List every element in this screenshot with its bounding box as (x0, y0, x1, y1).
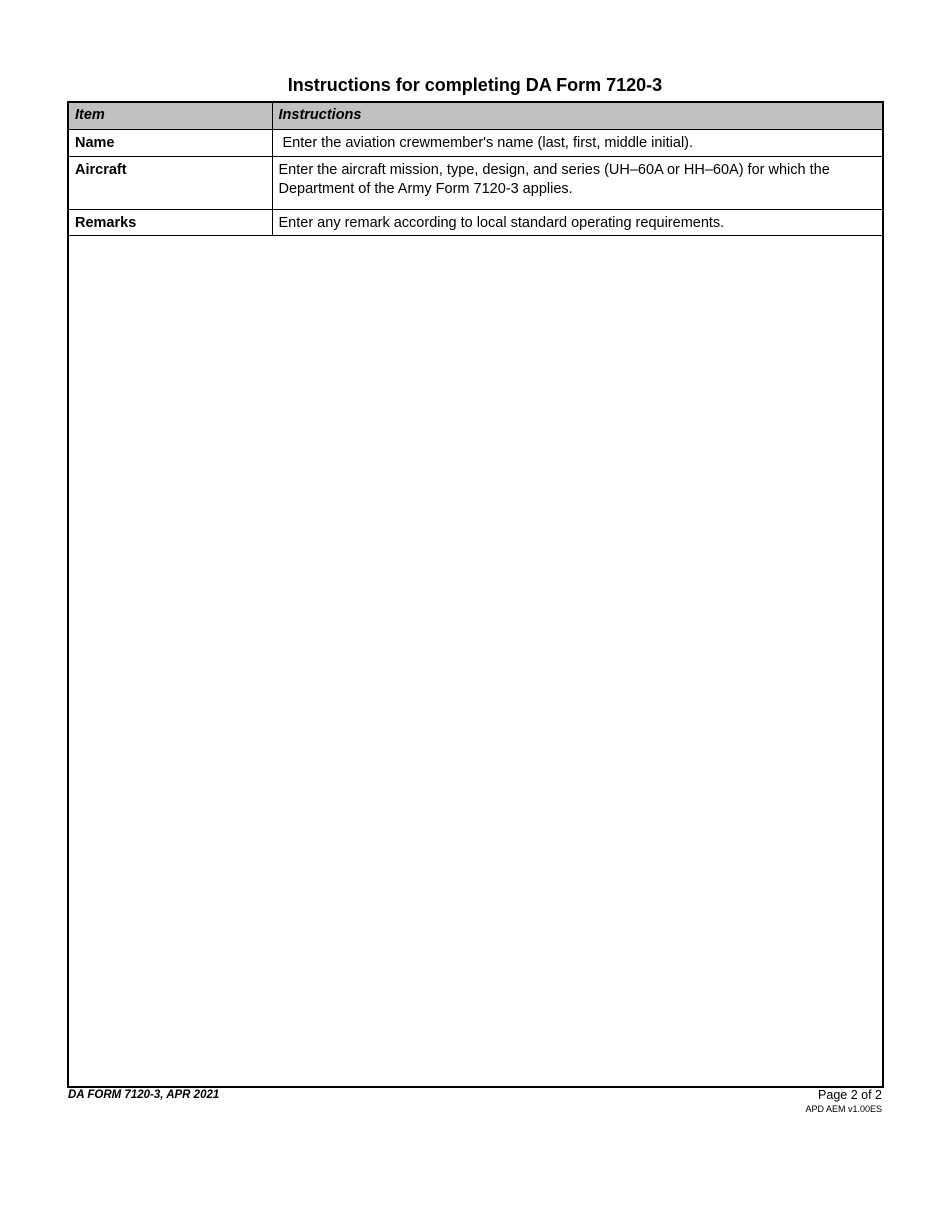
instructions-cell: Enter the aircraft mission, type, design, and series (UH–60A or HH–60A) for which the Department of the Army Form 7120-3 applies. (272, 156, 882, 209)
instructions-cell: Enter any remark according to local standard operating requirements. (272, 209, 882, 235)
table-header-row (69, 103, 882, 129)
item-cell: Name (69, 129, 272, 156)
table-row (69, 156, 882, 209)
instructions-frame (67, 101, 884, 1088)
table-row (69, 129, 882, 156)
page-title: Instructions for completing DA Form 7120-3 (287, 75, 663, 95)
table-row (69, 209, 882, 235)
instructions-cell: Enter the aviation crewmember's name (last, first, middle initial). (272, 129, 882, 156)
version-code: APD AEM v1.00ES (805, 1104, 882, 1114)
page-number: Page 2 of 2 (818, 1088, 882, 1102)
form-identifier: DA FORM 7120-3, APR 2021 (68, 1089, 220, 1101)
instructions-table (69, 103, 882, 236)
header-instructions: Instructions (272, 103, 882, 129)
header-item: Item (69, 103, 272, 129)
item-cell: Aircraft (69, 156, 272, 209)
item-cell: Remarks (69, 209, 272, 235)
